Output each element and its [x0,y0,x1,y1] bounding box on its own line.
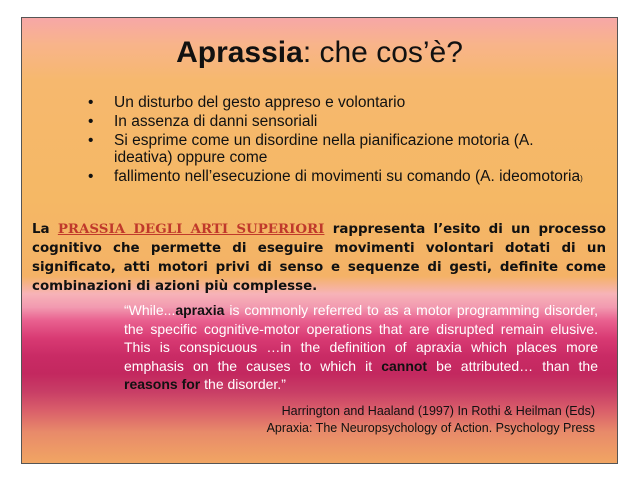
title-bold: Aprassia [176,36,303,69]
bullet-list [88,94,588,189]
bullet-icon: • [88,168,94,185]
list-item [88,94,588,111]
quote-bold: apraxia [175,302,225,318]
bullet-text: fallimento nell’esecuzione di movimenti su comando (A. ideomotoria [114,168,581,185]
citation-line: Apraxia: The Neuropsychology of Action. Psychology Press [266,421,595,435]
bullet-text: In assenza di danni sensoriali [114,113,318,130]
citation-line: Harrington and Haaland (1997) In Rothi & Heilman (Eds) [281,404,595,418]
bullet-icon: • [88,132,94,149]
list-item [88,113,588,130]
bullet-icon: • [88,94,94,111]
title-rest: : che cos’è? [302,36,463,69]
quote-part: “While... [124,302,176,318]
description-highlight: PRASSIA DEGLI ARTI SUPERIORI [57,221,325,237]
description-paragraph [32,220,606,296]
list-item [88,168,588,187]
list-item [88,132,588,166]
bullet-text: Un disturbo del gesto appreso e volontario [114,94,406,111]
bullet-small-paren: ) [580,174,583,183]
page-title [22,36,617,70]
quote-bold: cannot [381,357,428,374]
description-rest: rappresenta l’esito di un processo cognitivo che permette di eseguire movimenti volontari dotati di un significato, atti motori privi di senso e sequenze di gesti, definite come combinazioni di azioni più complesse. [32,222,607,294]
quote-part: is commonly referred to as a motor programming disorder, the specific cognitive-motor operations that are disrupted remain elusive. This is conspicuous …in the definition of apraxia which places more emphasis on the causes to which it [124,302,598,374]
bullet-text: Si esprime come un disordine nella pianificazione motoria (A. ideativa) oppure come [114,132,534,166]
citation [267,403,595,437]
bullet-icon: • [88,113,94,130]
slide [21,17,618,464]
quote-block [124,301,598,394]
description-lead: La [32,222,58,237]
quote-part: the disorder.” [200,376,286,392]
quote-part: be attributed… than the [427,357,598,374]
quote-bold: reasons for [124,376,201,392]
